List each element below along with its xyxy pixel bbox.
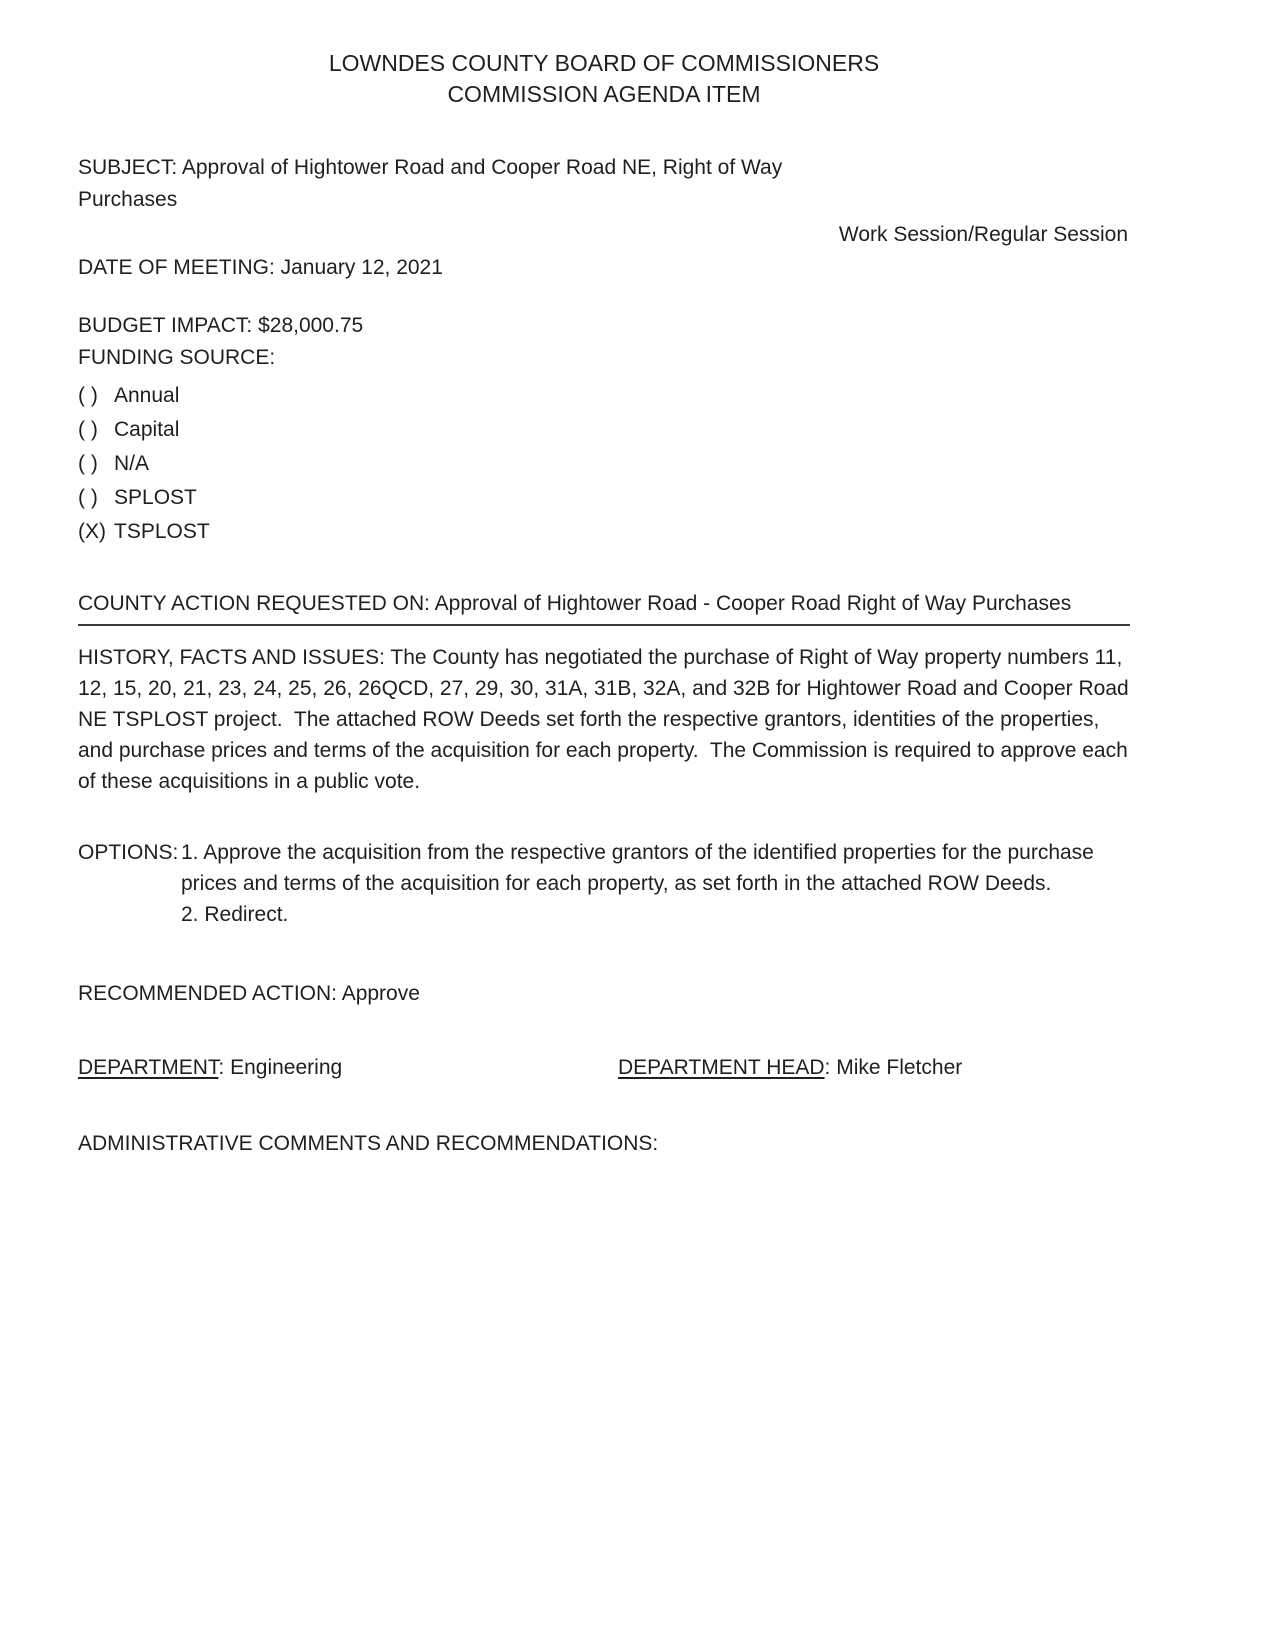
history-facts-issues: HISTORY, FACTS AND ISSUES: The County has negotiated the purchase of Right of Way property numbers 11, 12, 15, 20, 21, 23, 24, 25, 26, 26QCD, 27, 29, 30, 31A, 31B, 32A, and 32B for Hightower Road and Cooper Road NE TSPLOST project. The attached ROW Deeds set forth the respective grantors, identities of the properties, and purchase prices and terms of the acquisition for each property. The Commission is required to approve each of these acquisitions in a public vote. [78, 646, 1135, 793]
funding-source-label: FUNDING SOURCE: [78, 346, 276, 369]
subject-line: SUBJECT: Approval of Hightower Road and Cooper Road NE, Right of Way Purchases [78, 156, 789, 211]
funding-option-annual [78, 379, 1130, 413]
checkbox-mark-checked: (X) [78, 520, 106, 543]
department-field [78, 1052, 618, 1083]
funding-option-label: TSPLOST [114, 520, 210, 543]
recommended-action: RECOMMENDED ACTION: Approve [78, 982, 420, 1005]
options-body [181, 837, 1111, 930]
department-row [78, 1052, 1130, 1083]
funding-option-label: SPLOST [114, 486, 197, 509]
checkbox-mark: ( ) [78, 486, 98, 509]
budget-impact: BUDGET IMPACT: $28,000.75 [78, 314, 364, 337]
checkbox-mark: ( ) [78, 452, 98, 475]
funding-option-label: Annual [114, 384, 180, 407]
session-type: Work Session/Regular Session [838, 223, 1128, 246]
option-item-1: 1. Approve the acquisition from the respective grantors of the identified properties for the purchase prices and terms of the acquisition for each property, as set forth in the attached ROW Deeds. [181, 841, 1100, 895]
department-head-field [618, 1052, 962, 1083]
funding-option-splost [78, 481, 1130, 515]
document-title [78, 48, 1130, 110]
date-of-meeting: DATE OF MEETING: January 12, 2021 [78, 256, 443, 279]
checkbox-mark: ( ) [78, 384, 98, 407]
options-label: OPTIONS: [78, 841, 179, 864]
options-section [78, 837, 1130, 930]
department-label: DEPARTMENT [78, 1056, 219, 1079]
funding-option-label: Capital [114, 418, 180, 441]
administrative-comments-label: ADMINISTRATIVE COMMENTS AND RECOMMENDATIONS: [78, 1132, 659, 1155]
funding-option-capital [78, 413, 1130, 447]
option-item-2: 2. Redirect. [181, 903, 289, 926]
department-head-value: : Mike Fletcher [824, 1056, 963, 1079]
document-title-line1: LOWNDES COUNTY BOARD OF COMMISSIONERS [328, 50, 880, 76]
department-value: : Engineering [218, 1056, 343, 1079]
funding-option-label: N/A [114, 452, 150, 475]
department-head-label: DEPARTMENT HEAD [618, 1056, 825, 1079]
checkbox-mark: ( ) [78, 418, 98, 441]
funding-option-tsplost [78, 515, 1130, 549]
funding-option-na [78, 447, 1130, 481]
document-title-line2: COMMISSION AGENDA ITEM [447, 81, 761, 107]
funding-options-list [78, 379, 1130, 549]
county-action-requested: COUNTY ACTION REQUESTED ON: Approval of Hightower Road - Cooper Road Right of Way Purchases [78, 589, 1130, 626]
